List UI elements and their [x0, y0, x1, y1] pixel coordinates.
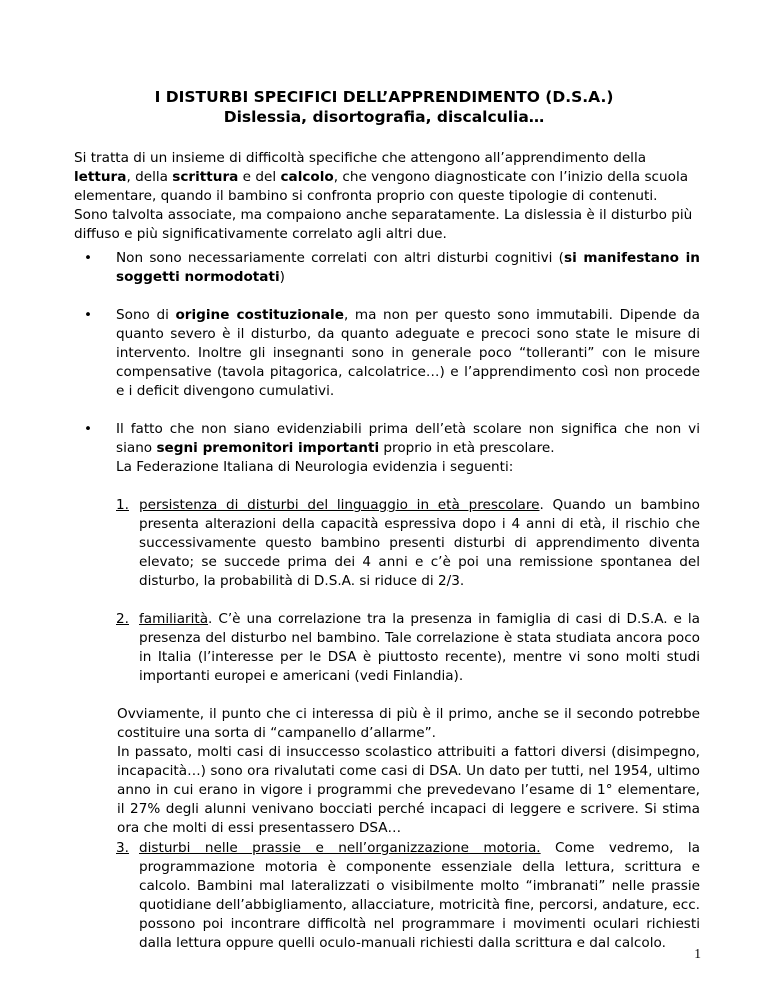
intro-text: Si tratta di un insieme di difficoltà specifiche che attengono all’apprendimento della [74, 150, 647, 166]
bullet-text-part: ) [279, 269, 285, 285]
numbered-item-title: disturbi nelle prassie e nell’organizzazione motoria. [139, 840, 541, 856]
bullet-item [84, 306, 700, 401]
document-subtitle: Dislessia, disortografia, discalculia… [223, 108, 545, 126]
numbered-item-text [139, 839, 700, 953]
numbered-item [116, 610, 700, 686]
bullet-text-part: , ma non per questo sono immutabili. Dipende da quanto severo è il disturbo, da quanto adeguate e precoci sono state le misure di intervento. Inoltre gli insegnanti sono in generale poco “tolleranti” con le misure compensative (tavola pitagorica, calcolatrice…) e l’apprendimento così non procede e i deficit divengono cumulativi. [116, 307, 700, 399]
numbered-item-text [139, 610, 700, 686]
bullet-text [116, 306, 700, 401]
numbered-item-title: familiarità [139, 611, 209, 627]
intro-paragraph [74, 149, 700, 244]
item-number: 3. [116, 840, 129, 856]
intro-text: , che vengono diagnosticate con l’inizio della scuola elementare, quando il bambino si confronta proprio con queste tipologie di contenuti. [74, 169, 689, 204]
numbered-item [116, 839, 700, 953]
bullet-icon: • [84, 250, 93, 266]
item-number: 2. [116, 611, 129, 627]
numbered-item [116, 496, 700, 591]
bullet-text-part: Non sono necessariamente correlati con altri disturbi cognitivi ( [116, 250, 564, 266]
intro-text: , della [126, 169, 173, 185]
bullet-text-part: Il fatto che non siano evidenziabili prima dell’età scolare non significa che non vi siano [116, 421, 700, 456]
numbered-item-body: . C’è una correlazione tra la presenza in famiglia di casi di D.S.A. e la presenza del disturbo nel bambino. Tale correlazione è stata studiata ancora poco in Italia (l’interesse per le DSA è piuttosto recente), mentre vi sono molti studi importanti europei e americani (vedi Finlandia). [139, 611, 700, 684]
bullet-icon: • [84, 307, 93, 323]
note-text: In passato, molti casi di insuccesso scolastico attribuiti a fattori diversi (disimpegno, incapacità…) sono ora rivalutati come casi di DSA. Un dato per tutti, nel 1954, ultimo anno in cui erano in vigore i programmi che prevedevano l’esame di 1° elementare, il 27% degli alunni venivano bocciati perché incapaci di leggere e scrivere. Si stima ora che molti di essi presentassero DSA… [117, 744, 700, 836]
bullet-text [116, 420, 700, 477]
numbered-item-text [139, 496, 700, 591]
numbered-item-body: . Quando un bambino presenta alterazioni della capacità espressiva dopo i 4 anni di età, il rischio che successivamente questo bambino presenti disturbi di apprendimento diventa elevato; se succede prima dei 4 anni e c’è poi una remissione spontanea del disturbo, la probabilità di D.S.A. si riduce di 2/3. [139, 497, 700, 589]
bullet-text [116, 249, 700, 287]
numbered-item-body: Come vedremo, la programmazione motoria è componente essenziale della lettura, scrittura e calcolo. Bambini mal lateralizzati o visibilmente molto “imbranati” nelle prassie quotidiane dell’abbigliamento, allacciature, motricità fine, percorsi, andature, ecc. possono poi incontrare difficoltà nel programmare i movimenti oculari richiesti dalla lettura oppure quelli oculo-manuali richiesti dalla scrittura e dal calcolo. [139, 840, 700, 951]
bullet-bold: segni premonitori importanti [156, 440, 380, 456]
note-paragraph [117, 705, 700, 838]
document-title: I DISTURBI SPECIFICI DELL’APPRENDIMENTO (D.S.A.) [154, 88, 614, 106]
intro-paragraph-2: Sono talvolta associate, ma compaiono anche separatamente. La dislessia è il disturbo più diffuso e più significativamente correlato agli altri due. [74, 207, 693, 242]
bullet-bold: origine costituzionale [175, 307, 344, 323]
bold-scrittura: scrittura [172, 169, 239, 185]
bullet-text-line: La Federazione Italiana di Neurologia evidenzia i seguenti: [116, 459, 514, 475]
bold-calcolo: calcolo [280, 169, 334, 185]
bullet-item [84, 420, 700, 477]
bullet-icon: • [84, 421, 93, 437]
item-number: 1. [116, 497, 129, 513]
note-text: Ovviamente, il punto che ci interessa di più è il primo, anche se il secondo potrebbe costituire una sorta di “campanello d’allarme”. [117, 706, 700, 741]
intro-text: e del [238, 169, 281, 185]
bullet-text-part: proprio in età prescolare. [379, 440, 555, 456]
page-number: 1 [694, 946, 701, 961]
bullet-item [84, 249, 700, 287]
numbered-item-title: persistenza di disturbi del linguaggio in età prescolare [139, 497, 540, 513]
bullet-text-part: Sono di [116, 307, 176, 323]
bullet-bold: si manifestano in soggetti normodotati [116, 250, 700, 285]
bold-lettura: lettura [74, 169, 127, 185]
